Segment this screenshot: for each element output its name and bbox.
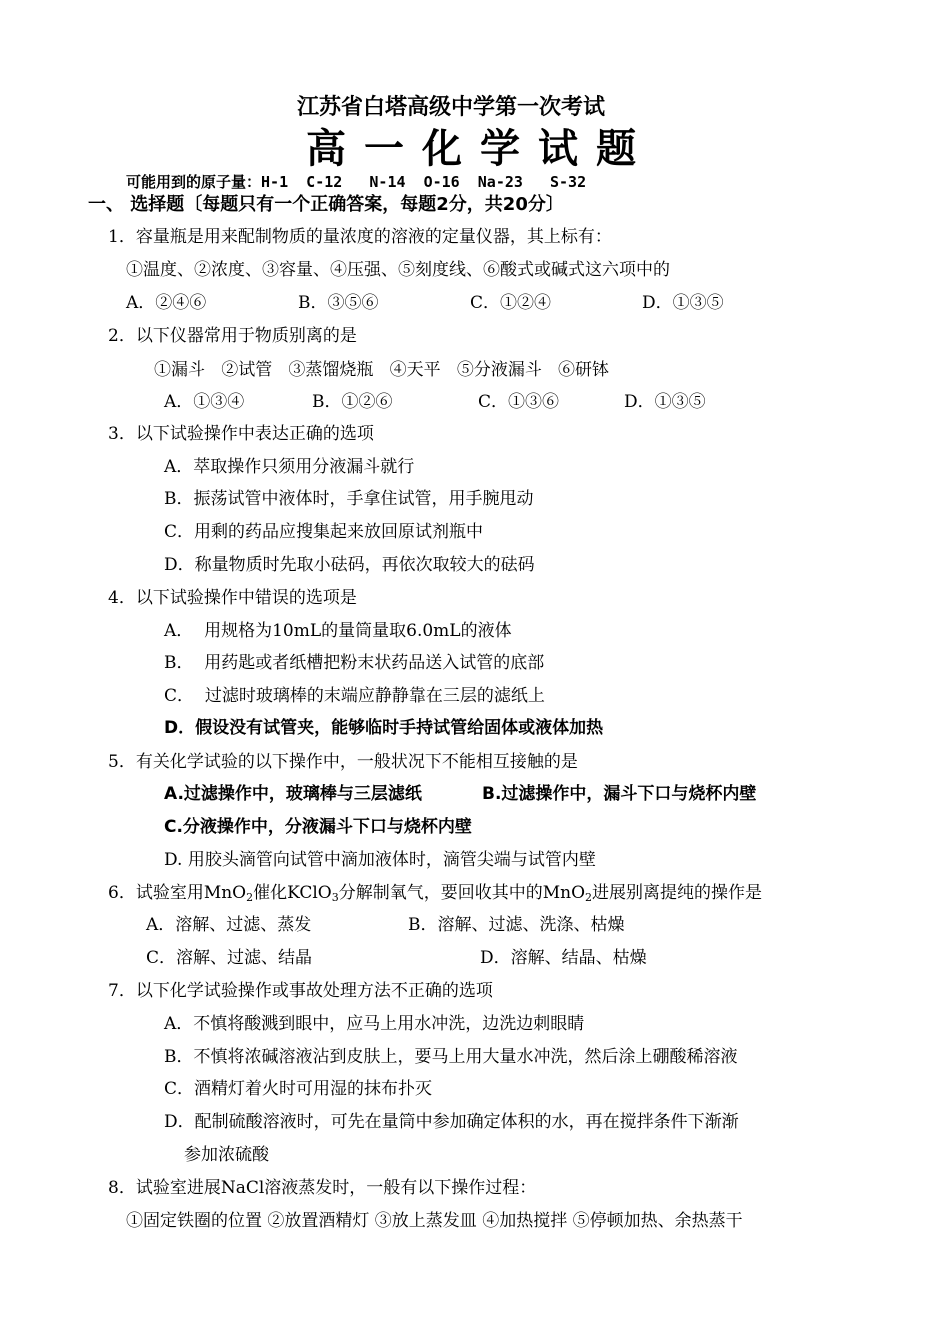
question-7-option-b: B．不慎将浓碱溶液沾到皮肤上，要马上用大量水冲洗，然后涂上硼酸稀溶液	[164, 1047, 738, 1067]
question-1-option-d: D．①③⑤	[642, 293, 724, 313]
atomic-mass-row	[126, 170, 586, 194]
section-title: 选择题〔每题只有一个正确答案，每题2分，共20分〕	[130, 194, 564, 215]
exam-title: 高一化学试题	[306, 125, 654, 172]
subscript: 2	[585, 891, 593, 904]
school-title: 江苏省白塔高级中学第一次考试	[297, 95, 606, 120]
question-8-items: ①固定铁圈的位置 ②放置酒精灯 ③放上蒸发皿 ④加热搅拌 ⑤停顿加热、余热蒸干	[126, 1211, 743, 1231]
question-8-stem: 8．试验室进展NaCl溶液蒸发时，一般有以下操作过程：	[108, 1178, 537, 1198]
question-6-stem-part: 6．试验室用MnO	[108, 883, 247, 903]
question-4-option-b: B． 用药匙或者纸槽把粉末状药品送入试管的底部	[164, 653, 545, 673]
question-6-stem-part: 进展别离提纯的操作是	[592, 883, 763, 903]
question-1-option-b: B．③⑤⑥	[298, 293, 379, 313]
question-6-option-d: D．溶解、结晶、枯燥	[480, 948, 647, 968]
question-1-option-a: A．②④⑥	[126, 293, 207, 313]
section-heading	[88, 193, 564, 217]
question-6-option-a: A．溶解、过滤、蒸发	[146, 915, 312, 935]
question-4-option-d: D．假设没有试管夹，能够临时手持试管给固体或液体加热	[164, 718, 604, 738]
atomic-mass-label: 可能用到的原子量：	[126, 173, 262, 191]
question-5-option-a: A.过滤操作中，玻璃棒与三层滤纸	[164, 784, 422, 804]
question-3-option-b: B．振荡试管中液体时，手拿住试管，用手腕甩动	[164, 489, 534, 509]
question-2-option-b: B．①②⑥	[312, 392, 393, 412]
question-4-option-c: C． 过滤时玻璃棒的末端应静静靠在三层的滤纸上	[164, 686, 545, 706]
question-1-option-c: C．①②④	[470, 293, 552, 313]
question-1-items: ①温度、②浓度、③容量、④压强、⑤刻度线、⑥酸式或碱式这六项中的	[126, 260, 670, 280]
question-6-option-c: C．溶解、过滤、结晶	[146, 948, 313, 968]
question-2-items: ①漏斗 ②试管 ③蒸馏烧瓶 ④天平 ⑤分液漏斗 ⑥研钵	[154, 360, 610, 380]
subscript: 3	[331, 891, 339, 904]
question-2-option-c: C．①③⑥	[478, 392, 560, 412]
question-3-stem: 3．以下试验操作中表达正确的选项	[108, 424, 374, 444]
question-6-option-b: B．溶解、过滤、洗涤、枯燥	[408, 915, 625, 935]
question-5-option-b: B.过滤操作中，漏斗下口与烧杯内壁	[482, 784, 757, 804]
question-3-option-a: A．萃取操作只须用分液漏斗就行	[164, 457, 415, 477]
question-1-stem: 1．容量瓶是用来配制物质的量浓度的溶液的定量仪器，其上标有：	[108, 227, 612, 247]
subscript: 2	[246, 891, 254, 904]
question-6-stem	[108, 881, 762, 905]
question-2-option-a: A．①③④	[164, 392, 245, 412]
question-4-option-a: A． 用规格为10mL的量筒量取6.0mL的液体	[164, 621, 512, 641]
question-6-stem-part: 催化KClO	[253, 883, 332, 903]
question-7-option-d: D．配制硫酸溶液时，可先在量筒中参加确定体积的水，再在搅拌条件下渐渐	[164, 1112, 739, 1132]
question-7-option-a: A．不慎将酸溅到眼中，应马上用水冲洗，边洗边刺眼睛	[164, 1014, 585, 1034]
question-3-option-d: D．称量物质时先取小砝码，再依次取较大的砝码	[164, 555, 535, 575]
question-7-option-d-continued: 参加浓硫酸	[184, 1145, 269, 1165]
question-2-stem: 2．以下仪器常用于物质别离的是	[108, 326, 357, 346]
question-5-stem: 5．有关化学试验的以下操作中，一般状况下不能相互接触的是	[108, 752, 578, 772]
question-7-option-c: C．酒精灯着火时可用湿的抹布扑灭	[164, 1079, 433, 1099]
question-5-option-d: D. 用胶头滴管向试管中滴加液体时，滴管尖端与试管内壁	[164, 850, 596, 870]
question-4-stem: 4．以下试验操作中错误的选项是	[108, 588, 357, 608]
question-7-stem: 7．以下化学试验操作或事故处理方法不正确的选项	[108, 981, 493, 1001]
question-2-option-d: D．①③⑤	[624, 392, 706, 412]
section-number: 一、	[88, 194, 124, 215]
question-5-option-c: C.分液操作中，分液漏斗下口与烧杯内壁	[164, 817, 472, 837]
atomic-mass-values: H-1 C-12 N-14 O-16 Na-23 S-32	[261, 173, 587, 191]
question-6-stem-part: 分解制氧气，要回收其中的MnO	[338, 883, 586, 903]
question-3-option-c: C．用剩的药品应搜集起来放回原试剂瓶中	[164, 522, 484, 542]
